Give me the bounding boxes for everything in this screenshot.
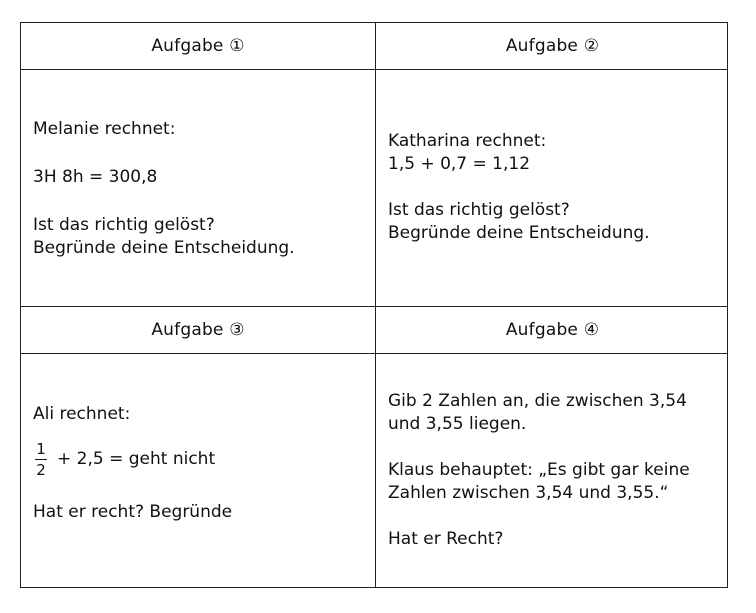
task-1-question: Ist das richtig gelöst? xyxy=(33,215,215,235)
task-2-question: Ist das richtig gelöst? xyxy=(388,200,570,220)
task-1-equation: 3H 8h = 300,8 xyxy=(33,167,158,187)
task-4-claim-line-2: Zahlen zwischen 3,54 und 3,55.“ xyxy=(388,483,669,503)
task-2-instruction: Begründe deine Entscheidung. xyxy=(388,223,650,243)
fraction-numerator: 1 xyxy=(36,440,46,458)
task-2-intro: Katharina rechnet: xyxy=(388,131,547,151)
task-4-body xyxy=(376,390,729,551)
task-2-header: Aufgabe ② xyxy=(505,36,600,56)
task-4-question: Hat er Recht? xyxy=(388,529,504,549)
task-4-line-1: Gib 2 Zahlen an, die zwischen 3,54 xyxy=(388,391,687,411)
fraction-bar xyxy=(35,459,47,460)
grid-divider-header-1 xyxy=(21,69,727,70)
task-grid xyxy=(20,22,728,588)
fraction-denominator: 2 xyxy=(36,461,46,479)
task-3-question: Hat er recht? Begründe xyxy=(33,502,233,522)
task-3-header: Aufgabe ③ xyxy=(151,320,245,340)
task-1-intro: Melanie rechnet: xyxy=(33,119,176,139)
task-2-body xyxy=(376,130,729,245)
task-3-equation-rest: + 2,5 = geht nicht xyxy=(57,449,216,469)
task-1-header: Aufgabe ① xyxy=(151,36,245,56)
task-3-equation xyxy=(33,440,365,479)
task-1-body xyxy=(21,118,375,260)
task-4-claim-line-1: Klaus behauptet: „Es gibt gar keine xyxy=(388,460,690,480)
task-3-intro: Ali rechnet: xyxy=(33,404,131,424)
task-1-instruction: Begründe deine Entscheidung. xyxy=(33,238,295,258)
grid-divider-header-2 xyxy=(21,353,727,354)
task-3-fraction xyxy=(35,440,47,479)
task-3-body xyxy=(21,403,375,524)
task-4-header: Aufgabe ④ xyxy=(505,320,600,340)
task-2-equation: 1,5 + 0,7 = 1,12 xyxy=(388,154,531,174)
task-4-line-2: und 3,55 liegen. xyxy=(388,414,527,434)
